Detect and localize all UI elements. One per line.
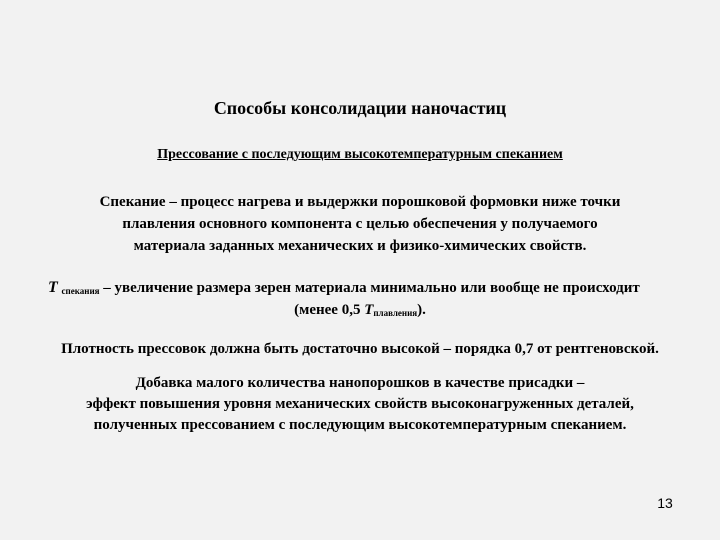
melting-subscript: плавления xyxy=(373,308,418,318)
sintering-temperature-line xyxy=(48,279,640,297)
definition-line: плавления основного компонента с целью обеспечения у получаемого xyxy=(122,216,598,232)
melting-prefix: (менее 0,5 xyxy=(294,302,365,318)
melting-symbol: T xyxy=(364,302,374,318)
additive-line: полученных прессованием с последующим высокотемпературным спеканием. xyxy=(93,417,627,433)
definition-line: Спекание – процесс нагрева и выдержки порошковой формовки ниже точки xyxy=(99,194,621,210)
additive-line: Добавка малого количества нанопорошков в качестве присадки – xyxy=(135,375,585,391)
definition-line: материала заданных механических и физико-химических свойств. xyxy=(133,238,587,254)
melting-suffix: ). xyxy=(417,302,426,318)
temperature-text: – увеличение размера зерен материала минимально или вообще не происходит xyxy=(99,280,640,296)
slide-subtitle: Прессование с последующим высокотемпературным спеканием xyxy=(157,147,563,162)
page-number: 13 xyxy=(657,495,673,511)
temperature-symbol: T xyxy=(48,279,58,296)
density-statement: Плотность прессовок должна быть достаточно высокой – порядка 0,7 от рентгеновской. xyxy=(61,341,659,357)
temperature-subscript: спекания xyxy=(61,286,100,296)
additive-line: эффект повышения уровня механических свойств высоконагруженных деталей, xyxy=(86,396,634,412)
slide-title: Способы консолидации наночастиц xyxy=(213,98,507,118)
melting-temperature-note xyxy=(0,302,720,319)
